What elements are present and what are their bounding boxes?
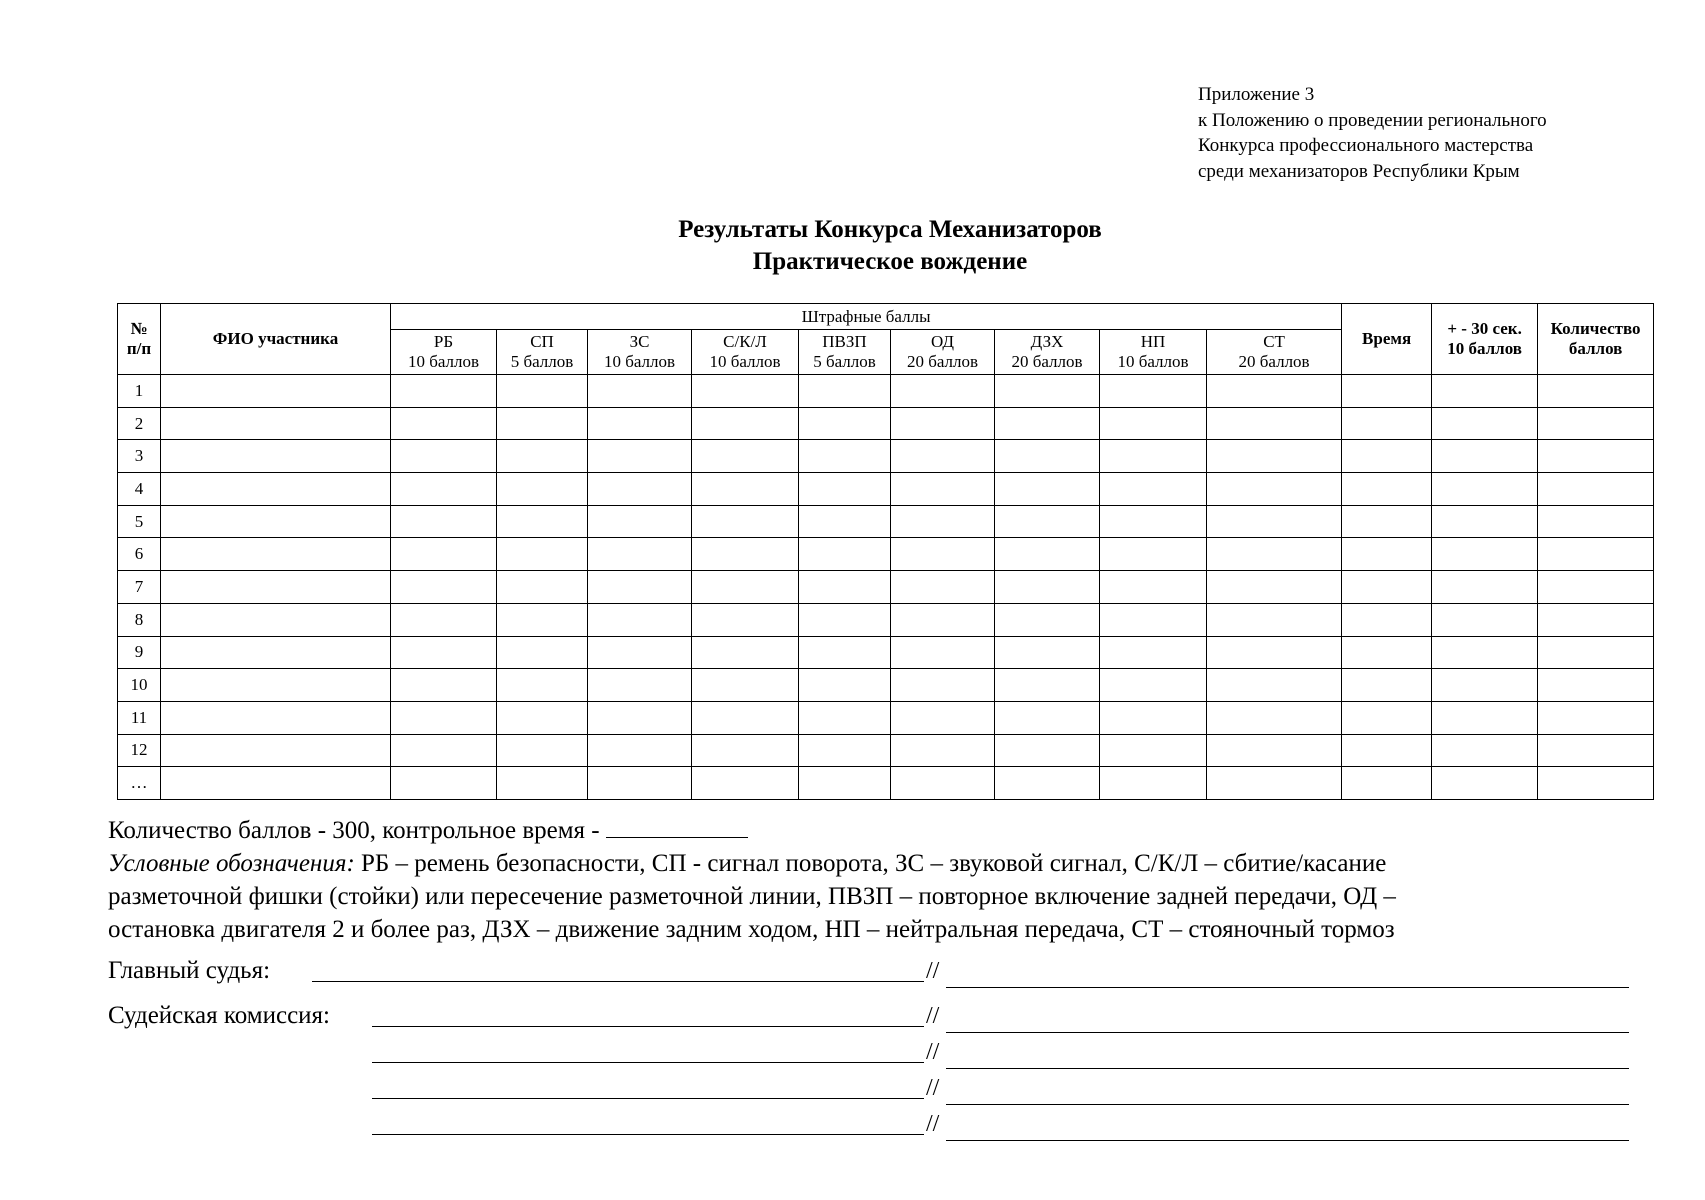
table-cell[interactable] — [1100, 440, 1207, 473]
table-cell[interactable] — [1342, 669, 1432, 702]
table-cell[interactable] — [497, 701, 588, 734]
table-cell[interactable] — [692, 473, 799, 506]
table-cell[interactable] — [891, 440, 995, 473]
table-cell[interactable] — [1100, 701, 1207, 734]
table-cell[interactable] — [497, 407, 588, 440]
control-time-blank[interactable] — [606, 813, 748, 838]
table-cell[interactable] — [1342, 407, 1432, 440]
commission-signature-line[interactable] — [946, 1068, 1629, 1069]
table-cell[interactable] — [995, 473, 1100, 506]
table-cell[interactable] — [1342, 440, 1432, 473]
commission-label: Судейская комиссия: — [108, 1002, 330, 1029]
col-header-bonus-line2: 10 баллов — [1447, 339, 1522, 358]
table-cell[interactable] — [497, 440, 588, 473]
table-cell[interactable] — [391, 505, 497, 538]
table-cell[interactable] — [161, 473, 391, 506]
appendix-line: среди механизаторов Республики Крым — [1198, 160, 1520, 182]
row-number: 3 — [118, 440, 161, 473]
table-cell[interactable] — [799, 734, 891, 767]
table-row — [118, 440, 1654, 473]
signature-separator: // — [926, 1039, 940, 1065]
table-cell[interactable] — [391, 603, 497, 636]
penalty-points: 10 баллов — [709, 352, 781, 371]
table-cell[interactable] — [1538, 375, 1654, 408]
table-cell[interactable] — [497, 473, 588, 506]
table-cell[interactable] — [799, 603, 891, 636]
table-cell[interactable] — [692, 767, 799, 800]
table-cell[interactable] — [891, 669, 995, 702]
table-cell[interactable] — [692, 669, 799, 702]
row-number: 12 — [118, 734, 161, 767]
table-cell[interactable] — [1538, 473, 1654, 506]
penalty-code: ОД — [930, 332, 955, 351]
table-cell[interactable] — [995, 767, 1100, 800]
penalty-code: СТ — [1263, 332, 1285, 351]
table-cell[interactable] — [497, 603, 588, 636]
table-cell[interactable] — [1432, 701, 1538, 734]
table-cell[interactable] — [799, 701, 891, 734]
table-cell[interactable] — [1538, 603, 1654, 636]
table-cell[interactable] — [161, 767, 391, 800]
table-cell[interactable] — [1100, 538, 1207, 571]
table-cell[interactable] — [161, 375, 391, 408]
col-header-number-line2: п/п — [126, 339, 152, 358]
appendix-line: Приложение 3 — [1198, 84, 1315, 105]
table-row — [118, 636, 1654, 669]
penalty-code: РБ — [433, 332, 454, 351]
legend-line-1 — [108, 847, 1688, 880]
table-row — [118, 767, 1654, 800]
table-cell[interactable] — [588, 734, 692, 767]
table-cell[interactable] — [161, 505, 391, 538]
table-cell[interactable] — [1432, 669, 1538, 702]
penalty-code: ДЗХ — [1030, 332, 1064, 351]
table-cell[interactable] — [1432, 734, 1538, 767]
table-cell[interactable] — [891, 767, 995, 800]
table-cell[interactable] — [391, 538, 497, 571]
table-cell[interactable] — [1432, 538, 1538, 571]
signature-separator: // — [926, 1075, 940, 1101]
col-header-bonus — [1432, 304, 1538, 375]
table-cell[interactable] — [161, 407, 391, 440]
table-cell[interactable] — [891, 375, 995, 408]
title-line-2: Практическое вождение — [752, 248, 1028, 275]
table-cell[interactable] — [1207, 473, 1342, 506]
legend-line-2: разметочной фишки (стойки) или пересечение разметочной линии, ПВЗП – повторное включение задней передачи, ОД – — [108, 883, 1396, 910]
table-cell[interactable] — [161, 538, 391, 571]
table-cell[interactable] — [995, 375, 1100, 408]
table-cell[interactable] — [161, 669, 391, 702]
table-cell[interactable] — [1432, 636, 1538, 669]
table-row — [118, 571, 1654, 604]
table-cell[interactable] — [1207, 767, 1342, 800]
table-cell[interactable] — [1100, 375, 1207, 408]
table-cell[interactable] — [891, 571, 995, 604]
title-line-1: Результаты Конкурса Механизаторов — [678, 216, 1102, 243]
table-cell[interactable] — [391, 375, 497, 408]
table-cell[interactable] — [995, 636, 1100, 669]
table-row — [118, 407, 1654, 440]
table-cell[interactable] — [1207, 538, 1342, 571]
table-cell[interactable] — [891, 473, 995, 506]
table-body — [118, 375, 1654, 800]
row-number: 11 — [118, 701, 161, 734]
table-cell[interactable] — [588, 701, 692, 734]
table-cell[interactable] — [1538, 701, 1654, 734]
table-cell[interactable] — [588, 538, 692, 571]
col-header-bonus-line1: + - 30 сек. — [1447, 319, 1522, 338]
table-cell[interactable] — [1100, 603, 1207, 636]
table-cell[interactable] — [891, 734, 995, 767]
table-cell[interactable] — [391, 636, 497, 669]
table-cell[interactable] — [799, 571, 891, 604]
table-cell[interactable] — [995, 440, 1100, 473]
commission-name-line[interactable] — [372, 1062, 924, 1063]
penalty-code: С/К/Л — [723, 332, 767, 351]
table-row — [118, 603, 1654, 636]
table-cell[interactable] — [799, 473, 891, 506]
table-cell[interactable] — [1100, 669, 1207, 702]
col-header-name: ФИО участника — [161, 304, 391, 375]
table-cell[interactable] — [1342, 734, 1432, 767]
table-cell[interactable] — [799, 505, 891, 538]
commission-name-line[interactable] — [372, 1026, 924, 1027]
row-number: 7 — [118, 571, 161, 604]
table-cell[interactable] — [692, 505, 799, 538]
table-cell[interactable] — [1538, 571, 1654, 604]
table-cell[interactable] — [1100, 734, 1207, 767]
table-cell[interactable] — [391, 473, 497, 506]
table-cell[interactable] — [1538, 767, 1654, 800]
table-cell[interactable] — [891, 603, 995, 636]
chief-judge-signature-line[interactable] — [946, 987, 1629, 988]
table-cell[interactable] — [161, 734, 391, 767]
col-header-penalty — [1100, 330, 1207, 375]
col-header-total-line2: баллов — [1568, 339, 1623, 358]
table-cell[interactable] — [1342, 505, 1432, 538]
table-cell[interactable] — [1207, 701, 1342, 734]
col-header-number — [118, 304, 161, 375]
table-cell[interactable] — [1207, 375, 1342, 408]
penalty-code: ЗС — [629, 332, 650, 351]
summary-line — [108, 813, 1688, 847]
table-cell[interactable] — [1100, 505, 1207, 538]
table-cell[interactable] — [995, 669, 1100, 702]
table-cell[interactable] — [799, 440, 891, 473]
col-header-penalty-group: Штрафные баллы — [391, 304, 1342, 330]
table-cell[interactable] — [1432, 571, 1538, 604]
table-cell[interactable] — [1432, 767, 1538, 800]
row-number: 5 — [118, 505, 161, 538]
table-cell[interactable] — [1207, 669, 1342, 702]
table-cell[interactable] — [1342, 701, 1432, 734]
table-cell[interactable] — [799, 407, 891, 440]
table-cell[interactable] — [1100, 571, 1207, 604]
table-cell[interactable] — [692, 407, 799, 440]
table-cell[interactable] — [1342, 767, 1432, 800]
col-header-time: Время — [1342, 304, 1432, 375]
table-row — [118, 375, 1654, 408]
table-cell[interactable] — [799, 636, 891, 669]
appendix-note — [1198, 82, 1547, 184]
table-cell[interactable] — [161, 571, 391, 604]
legend-line-3: остановка двигателя 2 и более раз, ДЗХ – движение задним ходом, НП – нейтральная передача, СТ – стояночный тормоз — [108, 916, 1395, 943]
table-cell[interactable] — [391, 571, 497, 604]
col-header-penalty — [995, 330, 1100, 375]
table-cell[interactable] — [497, 571, 588, 604]
table-cell[interactable] — [1207, 571, 1342, 604]
table-cell[interactable] — [799, 538, 891, 571]
table-row — [118, 701, 1654, 734]
penalty-code: ПВЗП — [822, 332, 867, 351]
table-cell[interactable] — [1538, 505, 1654, 538]
col-header-penalty — [1207, 330, 1342, 375]
table-cell[interactable] — [1432, 473, 1538, 506]
table-cell[interactable] — [692, 636, 799, 669]
table-cell[interactable] — [891, 505, 995, 538]
table-cell[interactable] — [497, 375, 588, 408]
table-cell[interactable] — [1432, 375, 1538, 408]
table-cell[interactable] — [391, 407, 497, 440]
row-number: 10 — [118, 669, 161, 702]
commission-name-line[interactable] — [372, 1098, 924, 1099]
row-number: … — [118, 767, 161, 800]
table-cell[interactable] — [1100, 407, 1207, 440]
table-cell[interactable] — [692, 538, 799, 571]
table-cell[interactable] — [161, 636, 391, 669]
table-row — [118, 734, 1654, 767]
table-cell[interactable] — [995, 701, 1100, 734]
table-cell[interactable] — [995, 571, 1100, 604]
table-cell[interactable] — [1538, 538, 1654, 571]
table-cell[interactable] — [497, 734, 588, 767]
table-cell[interactable] — [1207, 734, 1342, 767]
table-cell[interactable] — [995, 538, 1100, 571]
col-header-total-line1: Количество — [1550, 319, 1641, 338]
commission-name-line[interactable] — [372, 1134, 924, 1135]
col-header-penalty — [799, 330, 891, 375]
table-cell[interactable] — [1342, 538, 1432, 571]
table-cell[interactable] — [588, 375, 692, 408]
table-cell[interactable] — [1432, 603, 1538, 636]
notes-section — [108, 813, 1688, 946]
table-cell[interactable] — [588, 407, 692, 440]
table-cell[interactable] — [497, 767, 588, 800]
commission-signature-line[interactable] — [946, 1104, 1629, 1105]
row-number: 9 — [118, 636, 161, 669]
col-header-total — [1538, 304, 1654, 375]
table-cell[interactable] — [1207, 603, 1342, 636]
table-cell[interactable] — [799, 669, 891, 702]
col-header-number-line1: № — [130, 319, 148, 338]
row-number: 8 — [118, 603, 161, 636]
table-cell[interactable] — [391, 701, 497, 734]
table-row — [118, 538, 1654, 571]
results-table — [117, 303, 1654, 800]
row-number: 6 — [118, 538, 161, 571]
table-cell[interactable] — [1342, 473, 1432, 506]
table-cell[interactable] — [1432, 440, 1538, 473]
penalty-code: СП — [530, 332, 554, 351]
col-header-penalty — [692, 330, 799, 375]
table-cell[interactable] — [588, 669, 692, 702]
table-cell[interactable] — [161, 603, 391, 636]
table-cell[interactable] — [1538, 669, 1654, 702]
table-cell[interactable] — [391, 734, 497, 767]
table-cell[interactable] — [891, 701, 995, 734]
page-title — [0, 214, 1705, 278]
table-cell[interactable] — [497, 505, 588, 538]
chief-judge-name-line[interactable] — [312, 981, 924, 982]
table-cell[interactable] — [799, 767, 891, 800]
penalty-points: 5 баллов — [510, 352, 574, 371]
appendix-line: Конкурса профессионального мастерства — [1198, 135, 1534, 156]
table-cell[interactable] — [1342, 603, 1432, 636]
table-cell[interactable] — [391, 440, 497, 473]
table-cell[interactable] — [1538, 636, 1654, 669]
signature-separator: // — [926, 958, 940, 984]
table-cell[interactable] — [891, 407, 995, 440]
penalty-points: 20 баллов — [1238, 352, 1310, 371]
row-number: 1 — [118, 375, 161, 408]
legend-label: Условные обозначения: — [108, 850, 355, 877]
table-cell[interactable] — [995, 407, 1100, 440]
table-cell[interactable] — [1207, 636, 1342, 669]
commission-signature-line[interactable] — [946, 1032, 1629, 1033]
table-cell[interactable] — [588, 440, 692, 473]
table-cell[interactable] — [1342, 375, 1432, 408]
table-cell[interactable] — [692, 603, 799, 636]
table-cell[interactable] — [588, 603, 692, 636]
table-cell[interactable] — [588, 571, 692, 604]
col-header-penalty — [497, 330, 588, 375]
table-cell[interactable] — [161, 701, 391, 734]
penalty-points: 10 баллов — [1117, 352, 1189, 371]
row-number: 2 — [118, 407, 161, 440]
table-cell[interactable] — [692, 571, 799, 604]
table-cell[interactable] — [497, 538, 588, 571]
table-cell[interactable] — [1538, 440, 1654, 473]
table-cell[interactable] — [391, 767, 497, 800]
table-cell[interactable] — [1342, 571, 1432, 604]
table-cell[interactable] — [1432, 407, 1538, 440]
table-cell[interactable] — [1100, 636, 1207, 669]
table-cell[interactable] — [692, 375, 799, 408]
table-cell[interactable] — [799, 375, 891, 408]
table-cell[interactable] — [1432, 505, 1538, 538]
penalty-points: 10 баллов — [603, 352, 676, 371]
table-cell[interactable] — [692, 440, 799, 473]
table-cell[interactable] — [588, 636, 692, 669]
summary-points-text: Количество баллов - 300, контрольное время - — [108, 817, 606, 844]
chief-judge-label: Главный судья: — [108, 957, 271, 984]
penalty-points: 5 баллов — [813, 352, 876, 371]
signature-separator: // — [926, 1003, 940, 1029]
table-cell[interactable] — [1100, 767, 1207, 800]
col-header-penalty — [588, 330, 692, 375]
penalty-points: 20 баллов — [1011, 352, 1083, 371]
table-cell[interactable] — [1538, 734, 1654, 767]
table-row — [118, 669, 1654, 702]
table-cell[interactable] — [692, 734, 799, 767]
table-cell[interactable] — [891, 538, 995, 571]
row-number: 4 — [118, 473, 161, 506]
table-row — [118, 505, 1654, 538]
table-cell[interactable] — [1538, 407, 1654, 440]
table-cell[interactable] — [588, 767, 692, 800]
table-cell[interactable] — [995, 505, 1100, 538]
appendix-line: к Положению о проведении регионального — [1198, 109, 1547, 131]
table-cell[interactable] — [1207, 505, 1342, 538]
table-cell[interactable] — [995, 734, 1100, 767]
commission-signature-line[interactable] — [946, 1140, 1629, 1141]
table-cell[interactable] — [692, 701, 799, 734]
table-cell[interactable] — [1100, 473, 1207, 506]
penalty-points: 10 баллов — [407, 352, 480, 371]
table-row — [118, 473, 1654, 506]
table-cell[interactable] — [588, 473, 692, 506]
penalty-code: НП — [1140, 332, 1166, 351]
col-header-penalty — [891, 330, 995, 375]
table-cell[interactable] — [391, 669, 497, 702]
table-cell[interactable] — [588, 505, 692, 538]
table-cell[interactable] — [497, 669, 588, 702]
table-cell[interactable] — [995, 603, 1100, 636]
table-cell[interactable] — [1207, 440, 1342, 473]
table-cell[interactable] — [891, 636, 995, 669]
table-cell[interactable] — [161, 440, 391, 473]
signature-separator: // — [926, 1111, 940, 1137]
col-header-penalty — [391, 330, 497, 375]
legend-text: РБ – ремень безопасности, СП - сигнал поворота, ЗС – звуковой сигнал, С/К/Л – сбитие/касание — [354, 850, 1387, 877]
table-cell[interactable] — [1207, 407, 1342, 440]
table-cell[interactable] — [497, 636, 588, 669]
penalty-points: 20 баллов — [906, 352, 979, 371]
table-cell[interactable] — [1342, 636, 1432, 669]
